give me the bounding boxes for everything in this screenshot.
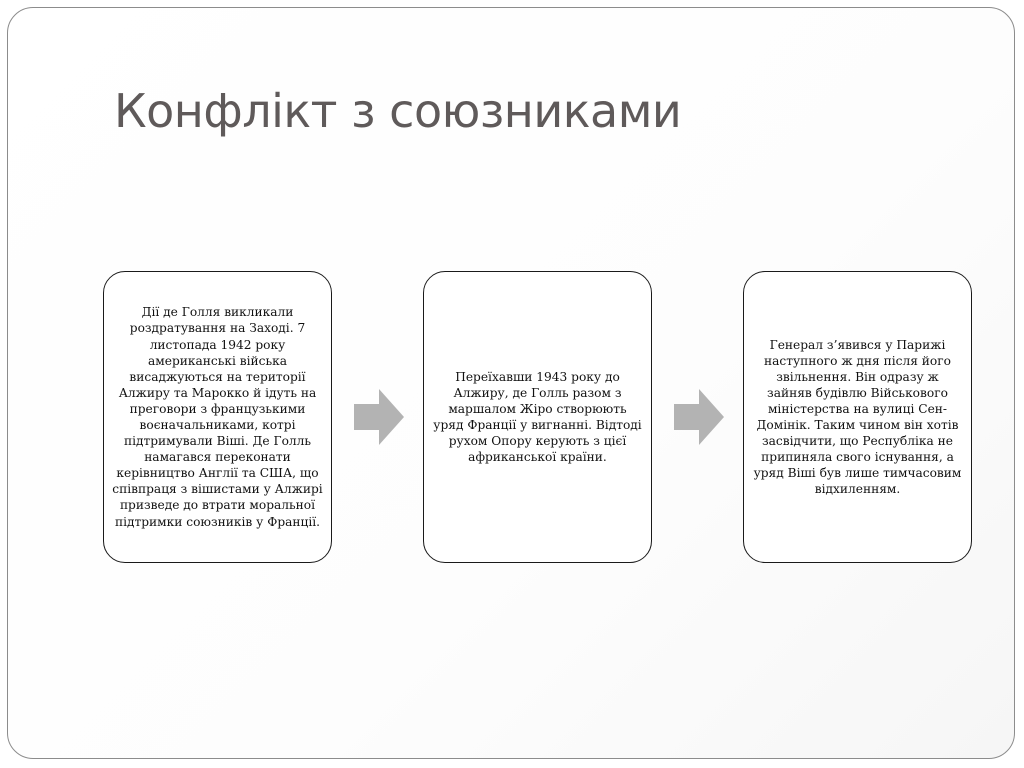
- right-arrow-icon: [354, 389, 404, 445]
- process-step-3-text: Генерал з’явився у Парижі наступного ж дня після його звільнення. Він одразу ж зайняв будівлю Військового міністерства на вулиці Сен-Домінік. Таким чином він хотів засвідчити, що Республіка не припиняла свого існування, а уряд Віші був лише тимчасовим відхиленням.: [753, 337, 962, 497]
- process-step-1: [103, 271, 332, 563]
- right-arrow-icon: [674, 389, 724, 445]
- process-step-3: [743, 271, 972, 563]
- process-step-2-text: Переїхавши 1943 року до Алжиру, де Голль разом з маршалом Жіро створюють уряд Франції у вигнанні. Відтоді рухом Опору керують з цієї африканської країни.: [433, 369, 642, 465]
- slide-title: Конфлікт з союзниками: [114, 84, 682, 138]
- process-step-1-text: Дії де Голля викликали роздратування на Заході. 7 листопада 1942 року американські війська висаджуються на території Алжиру та Марокко й ідуть на преговори з французькими воєначальниками, котрі підтримували Віші. Де Голль намагався переконати керівництво Англії та США, що співпраця з вішистами у Алжирі призведе до втрати моральної підтримки союзників у Франції.: [112, 305, 323, 529]
- process-step-2: [423, 271, 652, 563]
